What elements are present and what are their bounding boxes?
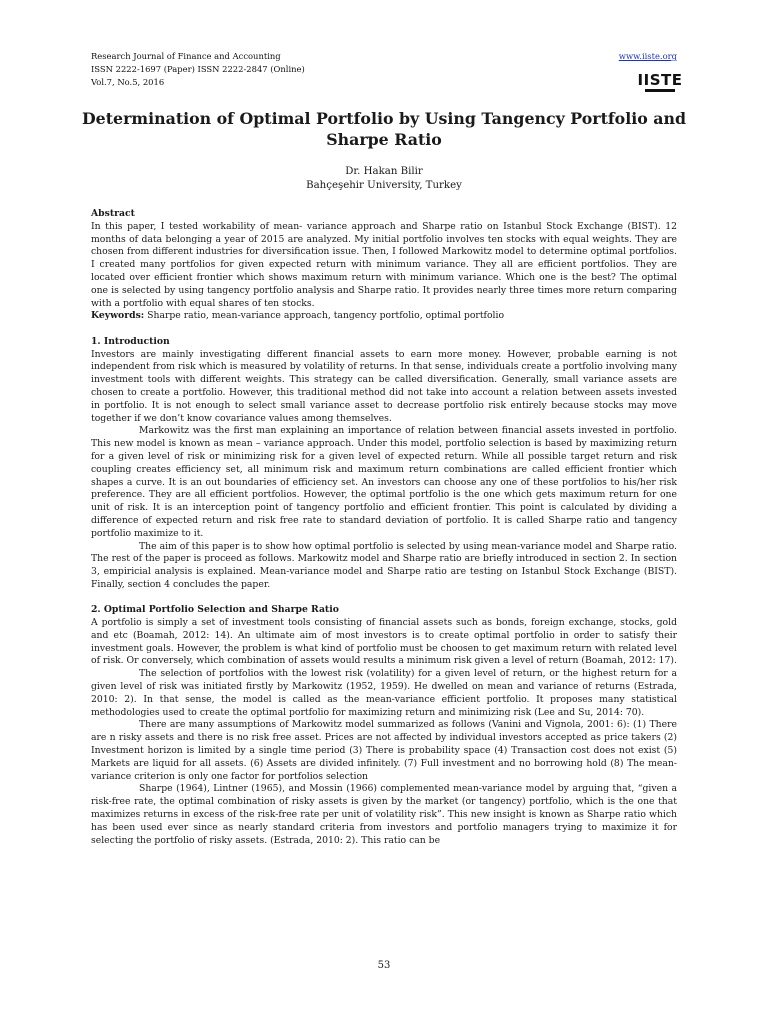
journal-name: Research Journal of Finance and Accounting xyxy=(91,51,281,61)
author-name: Dr. Hakan Bilir xyxy=(345,166,423,177)
paper-body xyxy=(91,208,677,847)
section-2-paragraph: Sharpe (1964), Lintner (1965), and Mossin (1966) complemented mean-variance model by arguing that, “given a risk-free rate, the optimal combination of risky assets is given by the market (or tangency) portfolio, which is the one that maximizes returns in excess of the risk-free rate per unit of volatility risk”. This new insight is known as Sharpe ratio which has been used ever since as nearly standard criteria from investors and portfolio managers trying to maximize it for selecting the portfolio of risky assets. (Estrada, 2010: 2). This ratio can be xyxy=(91,783,677,846)
section-1-paragraph: Markowitz was the first man explaining an importance of relation between financial assets invested in portfolio. This new model is known as mean – variance approach. Under this model, portfolio selection is based by maximizing return for a given level of risk or minimizing risk for a given level of expected return. While all possible target return and risk coupling creates efficiency set, all minimum risk and maximum return combinations are called efficient frontier which shapes a curve. It is an out boundaries of efficiency set. An investors can choose any one of these portfolios to his/her risk preference. They are all efficient portfolios. However, the optimal portfolio is the one which gets maximum return for one unit of risk. It is an interception point of tangency portfolio and efficient frontier. This point is calculated by dividing a difference of expected return and risk free rate to standard deviation of portfolio. It is called Sharpe ratio and tangency portfolio maximize to it. xyxy=(91,425,677,539)
keywords-text: Sharpe ratio, mean-variance approach, tangency portfolio, optimal portfolio xyxy=(147,310,505,322)
author-affiliation: Bahçeşehir University, Turkey xyxy=(306,180,462,191)
keywords-label: Keywords: xyxy=(91,310,145,322)
section-2-paragraph: The selection of portfolios with the lowest risk (volatility) for a given level of return, or the highest return for a given level of risk was initiated firstly by Markowitz (1952, 1959). He dwelled on mean and variance of returns (Estrada, 2010: 2). In that sense, the model is called as the mean-variance efficient portfolio. It proposes many statistical methodologies used to create the optimal portfolio for maximizing return and minimizing risk (Lee and Su, 2014: 70). xyxy=(91,668,677,718)
section-gap xyxy=(91,592,677,605)
logo-underline xyxy=(645,89,675,92)
section-1-heading: 1. Introduction xyxy=(91,335,170,347)
keywords-line xyxy=(91,310,677,323)
iiste-logo xyxy=(637,66,683,92)
journal-volume: Vol.7, No.5, 2016 xyxy=(91,77,165,87)
page-number: 53 xyxy=(377,960,391,971)
section-gap xyxy=(91,323,677,336)
section-2-heading: 2. Optimal Portfolio Selection and Sharpe Ratio xyxy=(91,604,339,616)
journal-info xyxy=(91,50,305,89)
journal-url-link[interactable]: www.iiste.org xyxy=(618,51,677,61)
section-1-paragraph: The aim of this paper is to show how optimal portfolio is selected by using mean-variance model and Sharpe ratio. The rest of the paper is proceed as follows. Markowitz model and Sharpe ratio are briefly introduced in section 2. In section 3, empiricial analysis is explained. Mean-variance model and Sharpe ratio are testing on Istanbul Stock Exchange (BIST). Finally, section 4 concludes the paper. xyxy=(91,540,677,590)
journal-issn: ISSN 2222-1697 (Paper) ISSN 2222-2847 (Online) xyxy=(91,64,305,74)
author-block xyxy=(70,165,698,193)
journal-header xyxy=(91,50,683,96)
section-2-paragraph: A portfolio is simply a set of investment tools consisting of financial assets such as bonds, foreign exchange, stocks, gold and etc (Boamah, 2012: 14). An ultimate aim of most investors is to create optimal portfolio in order to satisfy their investment goals. However, the problem is what kind of portfolio must be choosen to get maximum return with related level of risk. Or conversely, which combination of assets would results a minimum risk given a level of return (Boamah, 2012: 17). xyxy=(91,617,677,667)
logo-text: IISTE xyxy=(637,71,683,89)
section-2-paragraph: There are many assumptions of Markowitz model summarized as follows (Vanini and Vignola, 2001: 6): (1) There are n risky assets and there is no risk free asset. Prices are not affected by individual investors accepted as price takers (2) Investment horizon is limited by a single time period (3) There is probability space (4) Transaction cost does not exist (5) Markets are liquid for all assets. (6) Assets are divided infinitely. (7) Full investment and no borrowing hold (8) The mean-variance criterion is only one factor for portfolios selection xyxy=(91,719,677,782)
section-1-paragraph: Investors are mainly investigating different financial assets to earn more money. However, probable earning is not independent from risk which is measured by volatility of returns. In that sense, individuals create a portfolio involving many investment tools with different weights. This strategy can be called diversification. Generally, small variance assets are chosen to create a portfolio. However, this traditional method did not take into account a relation between assets invested in portfolio. It is not enough to select small variance asset to decrease portfolio risk entirely because stocks may move together if we don’t know covariance values among themselves. xyxy=(91,348,677,424)
abstract-text: In this paper, I tested workability of mean- variance approach and Sharpe ratio on Istanbul Stock Exchange (BIST). 12 months of data belonging a year of 2015 are analyzed. My initial portfolio involves ten stocks with equal weights. They are chosen from different industries for diversification issue. Then, I followed Markowitz model to determine optimal portfolios. I created many portfolios for given expected return with minimum variance. They all are efficient portfolios. They are located over efficient frontier which shows maximum return with minimum variance. Which one is the best? The optimal one is selected by using tangency portfolio analysis and Sharpe ratio. It provides nearly three times more return comparing with a portfolio with equal shares of ten stocks. xyxy=(91,220,677,309)
abstract-heading: Abstract xyxy=(91,208,135,219)
journal-brand xyxy=(619,50,677,63)
paper-title: Determination of Optimal Portfolio by Using Tangency Portfolio and Sharpe Ratio xyxy=(81,109,687,149)
